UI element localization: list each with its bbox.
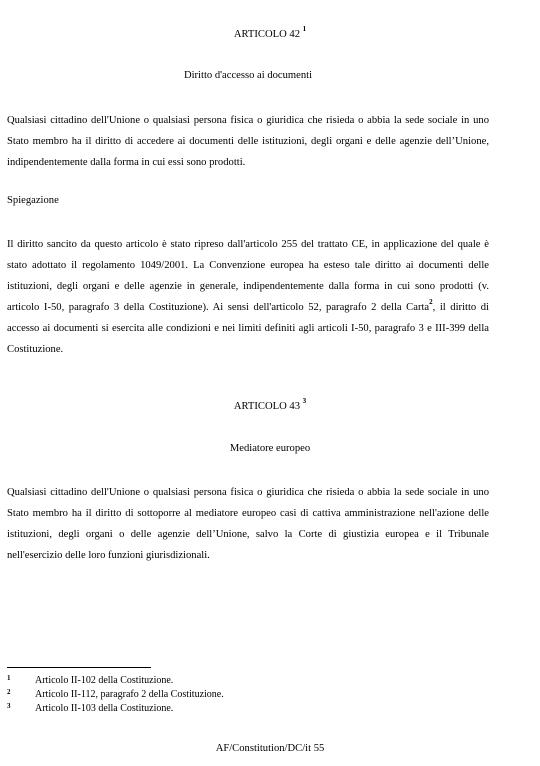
footnote-2-text: Articolo II-112, paragrafo 2 della Costituzione. (35, 689, 224, 700)
article-42-heading-text: ARTICOLO 42 (233, 29, 300, 40)
page-footer: AF/Constitution/DC/it 55 (215, 743, 325, 754)
footnote-2-number: 2 (7, 688, 11, 696)
footnote-3-text: Articolo II-103 della Costituzione. (35, 703, 174, 714)
article-43-heading-text: ARTICOLO 43 (233, 401, 300, 412)
article-42-text: Qualsiasi cittadino dell'Unione o qualsiasi persona fisica o giuridica che risieda o abbia la sede sociale in uno Stato membro ha il diritto di accedere ai documenti delle istituzioni, degli organi e delle agenzie dell’Unione, indipendentemente dalla forma in cui essi sono prodotti. (7, 115, 489, 168)
footnote-3-number: 3 (7, 702, 11, 710)
article-43-text: Qualsiasi cittadino dell'Unione o qualsiasi persona fisica o giuridica che risieda o abbia la sede sociale in uno Stato membro ha il diritto di sottoporre al mediatore europeo casi di cattiva amministrazione nell'azione delle istituzioni, degli organi o delle agenzie dell’Unione, salvo la Corte di giustizia europea e il Tribunale nell'esercizio delle loro funzioni giurisdizionali. (7, 487, 489, 561)
explanation-label: Spiegazione (7, 195, 59, 206)
article-43-title: Mediatore europeo (229, 443, 311, 454)
explanation-text (7, 234, 489, 360)
footnote-ref-1: 1 (302, 25, 307, 34)
explanation-text-part-1: Il diritto sancito da questo articolo è stato ripreso dall'articolo 255 del trattato CE, in applicazione del quale è stato adottato il regolamento 1049/2001. La Convenzione europea ha esteso tale diritto ai documenti delle istituzioni, degli organi e delle agenzie in generale, indipendentemente dalla forma in cui sono prodotti (v. articolo I-50, paragrafo 3 della Costituzione). Ai sensi dell'articolo 52, paragrafo 2 della Carta (7, 239, 489, 313)
article-42-heading (0, 25, 540, 40)
footnote-separator (7, 667, 151, 668)
explanation-text-part-2: , il diritto di accesso ai documenti si esercita alle condizioni e nei limiti definiti agli articoli I-50, paragrafo 3 e III-399 della Costituzione. (7, 302, 489, 355)
article-43-heading (0, 397, 540, 412)
article-42-title: Diritto d'accesso ai documenti (183, 70, 313, 81)
footnote-1-number: 1 (7, 674, 11, 682)
footnote-ref-3: 3 (302, 397, 307, 406)
footnote-ref-2: 2 (429, 298, 433, 307)
footnote-1-text: Articolo II-102 della Costituzione. (35, 675, 174, 686)
